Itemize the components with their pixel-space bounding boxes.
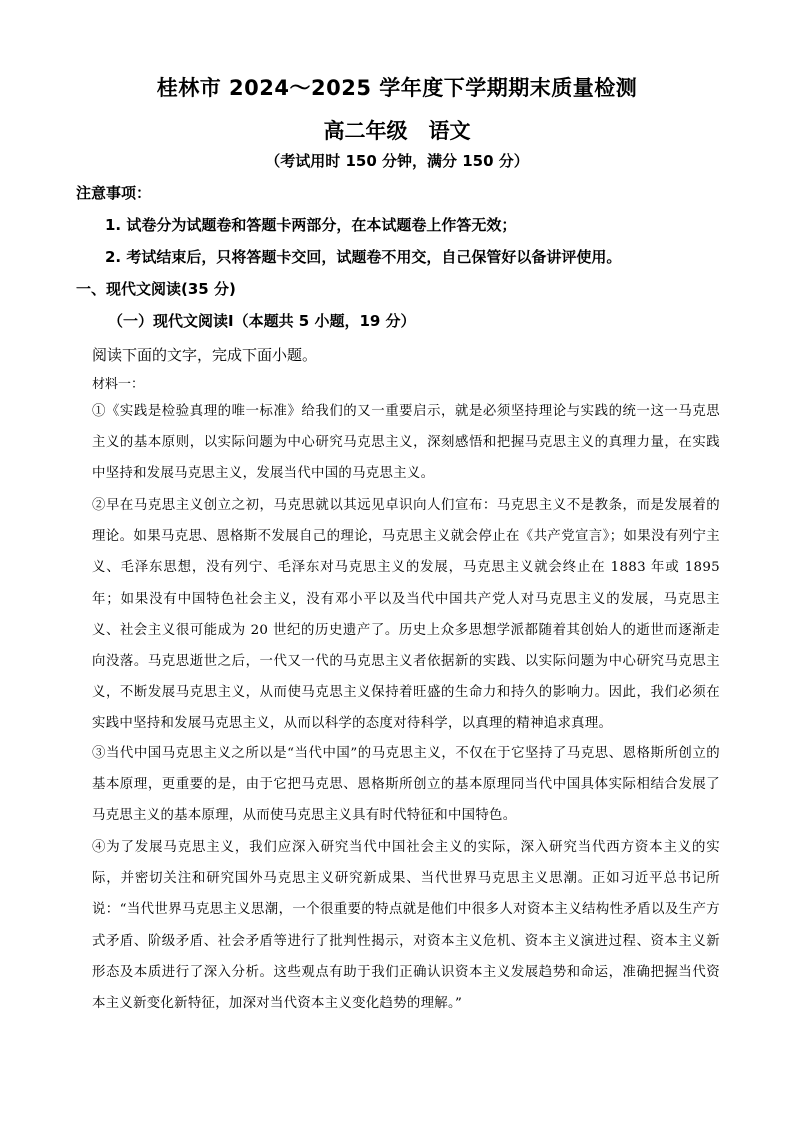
section-heading: 一、现代文阅读(35 分): [76, 280, 236, 298]
subsection-heading: （一）现代文阅读Ⅰ（本题共 5 小题，19 分）: [108, 312, 416, 330]
paragraph-2-text: ②早在马克思主义创立之初，马克思就以其远见卓识向人们宣布：马克思主义不是教条，而是发展着的理论。如果马克思、恩格斯不发展自己的理论，马克思主义就会停止在《共产党宣言》；如果没有列宁主义、毛泽东思想，没有列宁、毛泽东对马克思主义的发展，马克思主义就会终止在 1883 年或 1895 年；如果没有中国特色社会主义，没有邓小平以及当代中国共产党人对马克思主义的发展，马克思主义、社会主义很可能成为 20 世纪的历史遗产了。历史上众多思想学派都随着其创始人的逝世而逐渐走向没落。马克思逝世之后，一代又一代的马克思主义者依据新的实践、以实际问题为中心研究马克思主义，不断发展马克思主义，从而使马克思主义保持着旺盛的生命力和持久的影响力。因此，我们必须在实践中坚持和发展马克思主义，从而以科学的态度对待科学，以真理的精神追求真理。: [92, 498, 720, 732]
notice-item-2: 2. 考试结束后，只将答题卡交回，试题卷不用交，自己保管好以备讲评使用。: [105, 248, 622, 266]
exam-title: 桂林市 2024～2025 学年度下学期期末质量检测: [156, 76, 638, 100]
paragraph-3-text: ③当代中国马克思主义之所以是“当代中国”的马克思主义，不仅在于它坚持了马克思、恩格斯所创立的基本原理，更重要的是，由于它把马克思、恩格斯所创立的基本原理同当代中国具体实际相结合发展了马克思主义的基本原理，从而使马克思主义具有时代特征和中国特色。: [92, 746, 720, 824]
notice-item-1: 1. 试卷分为试题卷和答题卡两部分，在本试题卷上作答无效；: [105, 216, 517, 234]
exam-subtitle: 高二年级 语文: [323, 119, 471, 143]
paragraph-4-text: ④为了发展马克思主义，我们应深入研究当代中国社会主义的实际，深入研究当代西方资本主义的实际，并密切关注和研究国外马克思主义研究新成果、当代世界马克思主义思潮。正如习近平总书记所说：“当代世界马克思主义思潮，一个很重要的特点就是他们中很多人对资本主义结构性矛盾以及生产方式矛盾、阶级矛盾、社会矛盾等进行了批判性揭示，对资本主义危机、资本主义演进过程、资本主义新形态及本质进行了深入分析。这些观点有助于我们正确认识资本主义发展趋势和命运，准确把握当代资本主义新变化新特征，加深对当代资本主义变化趋势的理解。”: [92, 840, 720, 1012]
material-label: 材料一：: [92, 377, 145, 392]
paragraph-1-text: ①《实践是检验真理的唯一标准》给我们的又一重要启示，就是必须坚持理论与实践的统一这一马克思主义的基本原则，以实际问题为中心研究马克思主义，深刻感悟和把握马克思主义的真理力量，在实践中坚持和发展马克思主义，发展当代中国的马克思主义。: [92, 404, 720, 482]
paragraph-2: [92, 490, 720, 740]
paragraph-4: [92, 832, 720, 1019]
notice-heading: 注意事项：: [76, 184, 152, 202]
paragraph-3: [92, 738, 720, 832]
reading-instruction: 阅读下面的文字，完成下面小题。: [92, 346, 318, 364]
paragraph-1: [92, 396, 720, 490]
exam-info: （考试用时 150 分钟，满分 150 分）: [265, 152, 529, 170]
